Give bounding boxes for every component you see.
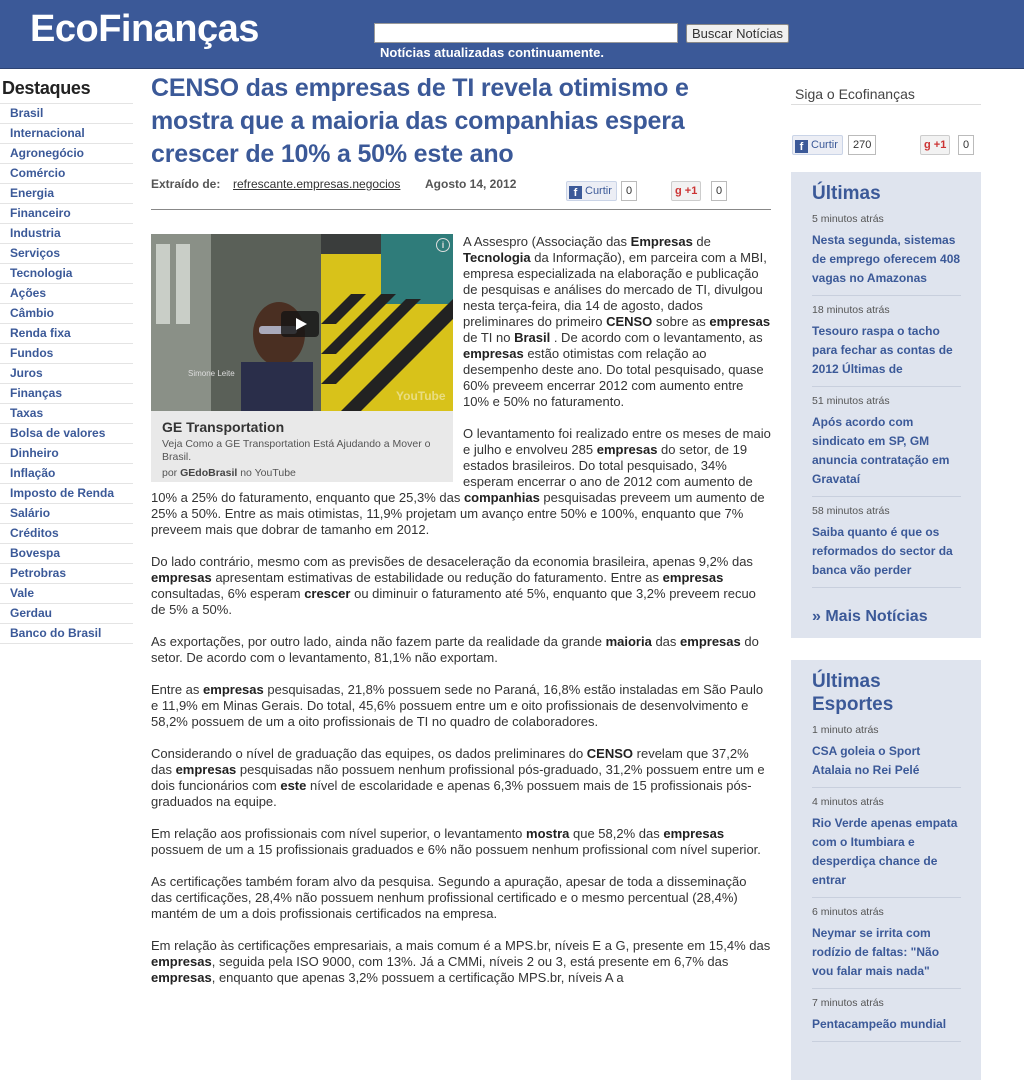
video-source-prefix: por	[162, 467, 178, 479]
article-paragraph	[151, 826, 771, 858]
keyword-highlight: empresas	[663, 826, 725, 841]
esportes-title: Últimas Esportes	[812, 671, 894, 715]
news-item	[812, 722, 961, 788]
paragraph-text: , enquanto que apenas 3,2% possuem a certificação MPS.br, níveis A a	[211, 970, 624, 985]
news-link[interactable]: Saiba quanto é que os reformados do sector da banca vão perder	[812, 525, 953, 577]
news-link[interactable]: Rio Verde apenas empata com o Itumbiara e desperdiça chance de entrar	[812, 816, 958, 887]
article-meta	[151, 175, 771, 203]
keyword-highlight: Empresas	[630, 234, 693, 249]
news-item	[812, 794, 961, 898]
paragraph-text: de TI no	[463, 330, 515, 345]
paragraph-text: Em relação aos profissionais com nível superior, o levantamento	[151, 826, 527, 841]
sidebar-facebook-like-button[interactable]	[792, 135, 843, 155]
news-time: 1 minuto atrás	[812, 724, 879, 736]
paragraph-text: que 58,2% das	[569, 826, 664, 841]
site-header	[0, 0, 1024, 69]
keyword-highlight: empresas	[203, 682, 264, 697]
news-link[interactable]: Tesouro raspa o tacho para fechar as contas de 2012 Últimas de	[812, 324, 953, 376]
article-paragraph	[151, 938, 771, 986]
article-paragraph	[151, 874, 771, 922]
news-item	[812, 302, 961, 387]
esportes-box	[791, 660, 981, 1080]
sidebar-item[interactable]: Taxas	[0, 404, 133, 424]
tagline: Notícias atualizadas continuamente.	[380, 45, 604, 60]
paragraph-text: sobre as	[652, 314, 710, 329]
gplus-count: 0	[711, 181, 727, 201]
facebook-like-button[interactable]	[566, 181, 617, 201]
keyword-highlight: empresas	[662, 570, 724, 585]
news-item	[812, 503, 961, 588]
ultimas-title: Últimas	[812, 183, 881, 204]
paragraph-text: pesquisadas, 21,8% possuem sede no Paraná, 16,8% estão instaladas em São Paulo e 11,9% em Minas Gerais. Do total, 45,6% possuem entre um e oito profissionais de desenvolvimento e 58,2% possuem de um a oito profissionais de TI no quadro de colaboradores.	[151, 682, 764, 729]
destaques-title: Destaques	[0, 76, 133, 104]
sidebar-item[interactable]: Inflação	[0, 464, 133, 484]
paragraph-text: pesquisadas não possuem nenhum profissional pós-graduado, 31,2% possuem entre um e dois funcionários com	[151, 762, 765, 793]
esportes-list	[812, 722, 961, 1042]
sidebar-item[interactable]: Agronegócio	[0, 144, 133, 164]
paragraph-text: apresentam estimativas de estabilidade ou redução do faturamento. Entre as	[211, 570, 663, 585]
article-date: Agosto 14, 2012	[425, 177, 517, 191]
keyword-highlight: empresas	[596, 442, 658, 457]
sidebar-item[interactable]: Dinheiro	[0, 444, 133, 464]
paragraph-text: consultadas, 6% esperam	[151, 586, 305, 601]
news-item	[812, 995, 961, 1042]
ultimas-box	[791, 172, 981, 638]
sidebar-item[interactable]: Finanças	[0, 384, 133, 404]
article-paragraph	[151, 554, 771, 618]
paragraph-text: das	[651, 634, 681, 649]
source-link[interactable]: refrescante.empresas.negocios	[233, 177, 401, 191]
facebook-icon: f	[795, 140, 808, 153]
sidebar-item[interactable]: Serviços	[0, 244, 133, 264]
sidebar-item[interactable]: Brasil	[0, 104, 133, 124]
news-item	[812, 393, 961, 497]
keyword-highlight: empresas	[175, 762, 237, 777]
video-source	[162, 467, 296, 479]
facebook-like-count: 0	[621, 181, 637, 201]
sidebar-item[interactable]: Internacional	[0, 124, 133, 144]
news-item	[812, 904, 961, 989]
paragraph-text: Entre as	[151, 682, 204, 697]
paragraph-text: do setor. De acordo com o levantamento, 81,1% não exportam.	[151, 634, 759, 665]
sidebar-item[interactable]: Bolsa de valores	[0, 424, 133, 444]
follow-label: Siga o Ecofinanças	[791, 84, 981, 105]
news-time: 4 minutos atrás	[812, 796, 884, 808]
play-icon[interactable]	[281, 311, 319, 337]
sidebar-item[interactable]: Comércio	[0, 164, 133, 184]
video-description: Veja Como a GE Transportation Está Ajudando a Mover o Brasil.	[162, 438, 431, 463]
video-person-caption: Simone Leite	[188, 369, 235, 378]
article-paragraph	[151, 746, 771, 810]
news-time: 6 minutos atrás	[812, 906, 884, 918]
news-time: 7 minutos atrás	[812, 997, 884, 1009]
paragraph-text: . De acordo com o levantamento, as	[550, 330, 763, 345]
paragraph-text: nível de escolaridade e apenas 6,3% possuem mais de 15 profissionais pós-graduados na equipe.	[151, 778, 752, 809]
facebook-icon: f	[569, 186, 582, 199]
right-sidebar	[791, 84, 981, 1080]
news-time: 18 minutos atrás	[812, 304, 890, 316]
paragraph-text: Em relação às certificações empresariais, a mais comum é a MPS.br, níveis E a G, presente em 15,4% das	[151, 938, 771, 953]
news-link[interactable]: Pentacampeão mundial	[812, 1017, 947, 1031]
source-label: Extraído de:	[151, 177, 221, 191]
gplus-icon: g	[924, 139, 931, 151]
sidebar-gplus-label: +1	[933, 139, 947, 151]
sidebar-item[interactable]: Banco do Brasil	[0, 624, 133, 644]
video-source-suffix: no YouTube	[240, 467, 296, 479]
gplus-label: +1	[684, 185, 698, 197]
keyword-highlight: empresas	[151, 954, 212, 969]
paragraph-text: O levantamento foi realizado entre os meses de maio e julho e envolveu 285	[463, 426, 771, 457]
keyword-highlight: CENSO	[606, 314, 653, 329]
keyword-highlight: empresas	[463, 346, 524, 361]
keyword-highlight: Brasil	[514, 330, 551, 345]
keyword-highlight: crescer	[304, 586, 351, 601]
sidebar-item[interactable]: Juros	[0, 364, 133, 384]
paragraph-text: do setor, de 19 estados brasileiros. Do total pesquisado, 34% esperam encerrar o ano de 2012 com aumento de 10% a 25% do faturamento, enquanto que 25,3% das	[151, 442, 753, 505]
paragraph-text: da Informação), em parceira com a MBI, empresa especializada na elaboração e publicação de pesquisas e análises do mercado de TI, divulgou nesta terça-feira, dia 14 de agosto, dados preliminares do primeiro	[463, 250, 767, 329]
keyword-highlight: este	[280, 778, 307, 793]
sidebar-item[interactable]: Ações	[0, 284, 133, 304]
search-button[interactable]: Buscar Notícias	[686, 24, 789, 43]
gplus-button[interactable]	[671, 181, 701, 201]
sidebar-item[interactable]: Petrobras	[0, 564, 133, 584]
paragraph-text: possuem de um a 15 profissionais graduados e 6% não possuem nenhum profissional com nível superior.	[151, 842, 761, 857]
paragraph-text: , seguida pela ISO 9000, com 13%. Já a CMMi, níveis 2 ou 3, está presente em 6,7% das	[211, 954, 729, 969]
keyword-highlight: maioria	[605, 634, 652, 649]
news-time: 58 minutos atrás	[812, 505, 890, 517]
sidebar-item[interactable]: Industria	[0, 224, 133, 244]
sidebar-gplus-count: 0	[958, 135, 974, 155]
sidebar-item[interactable]: Energia	[0, 184, 133, 204]
news-item	[812, 211, 961, 296]
news-time: 5 minutos atrás	[812, 213, 884, 225]
sidebar-item[interactable]: Câmbio	[0, 304, 133, 324]
facebook-like-label: Curtir	[585, 185, 612, 197]
keyword-highlight: empresas	[151, 970, 212, 985]
keyword-highlight: companhias	[463, 490, 540, 505]
sidebar-item[interactable]: Gerdau	[0, 604, 133, 624]
news-link[interactable]: Nesta segunda, sistemas de emprego oferecem 408 vagas no Amazonas	[812, 233, 961, 285]
keyword-highlight: empresas	[680, 634, 741, 649]
paragraph-text: pesquisadas preveem um aumento de 25% a 50%. Entre as mais otimistas, 11,9% projetam um avanço entre 50% e 100%, enquanto que 7% preveem mais que dobrar de tamanho em 2012.	[151, 490, 765, 537]
paragraph-text: Considerando o nível de graduação das equipes, os dados preliminares do	[151, 746, 587, 761]
video-title[interactable]: GE Transportation	[162, 419, 285, 435]
destaques-list	[0, 104, 133, 644]
paragraph-text: revelam que 37,2% das	[151, 746, 749, 777]
keyword-highlight: empresas	[709, 314, 771, 329]
article-paragraph	[151, 634, 771, 666]
keyword-highlight: CENSO	[586, 746, 634, 761]
site-logo[interactable]: EcoFinanças	[30, 8, 259, 50]
paragraph-text: A Assespro (Associação das	[463, 234, 631, 249]
article-paragraph	[151, 682, 771, 730]
sidebar-item[interactable]: Financeiro	[0, 204, 133, 224]
search-input[interactable]	[374, 23, 678, 43]
sidebar-item[interactable]: Renda fixa	[0, 324, 133, 344]
news-link[interactable]: Neymar se irrita com rodízio de faltas: "Não vou falar mais nada"	[812, 926, 940, 978]
left-sidebar	[0, 76, 133, 644]
paragraph-text: ou diminuir o faturamento até 5%, enquanto que 3,2% preveem recuo de 5% a 50%.	[151, 586, 756, 617]
article	[151, 72, 771, 1002]
keyword-highlight: mostra	[526, 826, 570, 841]
info-icon[interactable]: i	[436, 238, 450, 252]
news-link[interactable]: Após acordo com sindicato em SP, GM anuncia contratação em Gravataí	[812, 415, 950, 486]
video-embed[interactable]	[151, 234, 453, 482]
sidebar-item[interactable]: Vale	[0, 584, 133, 604]
paragraph-text: estão otimistas com relação ao desempenho deste ano. Do total pesquisado, quase 60% preveem encerrar 2012 com aumento entre 10% e 50% no faturamento.	[463, 346, 764, 409]
video-source-channel[interactable]: GEdoBrasil	[180, 467, 238, 479]
news-link[interactable]: CSA goleia o Sport Atalaia no Rei Pelé	[812, 744, 921, 777]
sidebar-item[interactable]: Bovespa	[0, 544, 133, 564]
sidebar-gplus-button[interactable]	[920, 135, 950, 155]
keyword-highlight: Tecnologia	[463, 250, 531, 265]
sidebar-item[interactable]: Fundos	[0, 344, 133, 364]
sidebar-item[interactable]: Créditos	[0, 524, 133, 544]
gplus-icon: g	[675, 185, 682, 197]
sidebar-facebook-like-label: Curtir	[811, 139, 838, 151]
follow-buttons	[791, 105, 981, 153]
paragraph-text: As exportações, por outro lado, ainda não fazem parte da realidade da grande	[151, 634, 606, 649]
mais-noticias-link[interactable]: » Mais Notícias	[812, 608, 928, 625]
paragraph-text: As certificações também foram alvo da pesquisa. Segundo a apuração, apesar de toda a disseminação das certificações, 28,4% não possuem nenhum profissional certificado e o mesmo percentual (28,4%) mantém de um a dois profissionais certificados na empresa.	[151, 874, 747, 921]
video-player[interactable]	[151, 234, 453, 411]
youtube-watermark: YouTube	[396, 389, 446, 403]
sidebar-facebook-like-count: 270	[848, 135, 876, 155]
sidebar-item[interactable]: Salário	[0, 504, 133, 524]
news-time: 51 minutos atrás	[812, 395, 890, 407]
keyword-highlight: empresas	[151, 570, 212, 585]
article-headline: CENSO das empresas de TI revela otimismo e mostra que a maioria das companhias espera crescer de 10% a 50% este ano	[151, 74, 689, 168]
sidebar-item[interactable]: Tecnologia	[0, 264, 133, 284]
paragraph-text: Do lado contrário, mesmo com as previsões de desaceleração da economia brasileira, apenas 9,2% das	[151, 554, 753, 569]
ultimas-list	[812, 211, 961, 588]
paragraph-text: de	[692, 234, 711, 249]
sidebar-item[interactable]: Imposto de Renda	[0, 484, 133, 504]
